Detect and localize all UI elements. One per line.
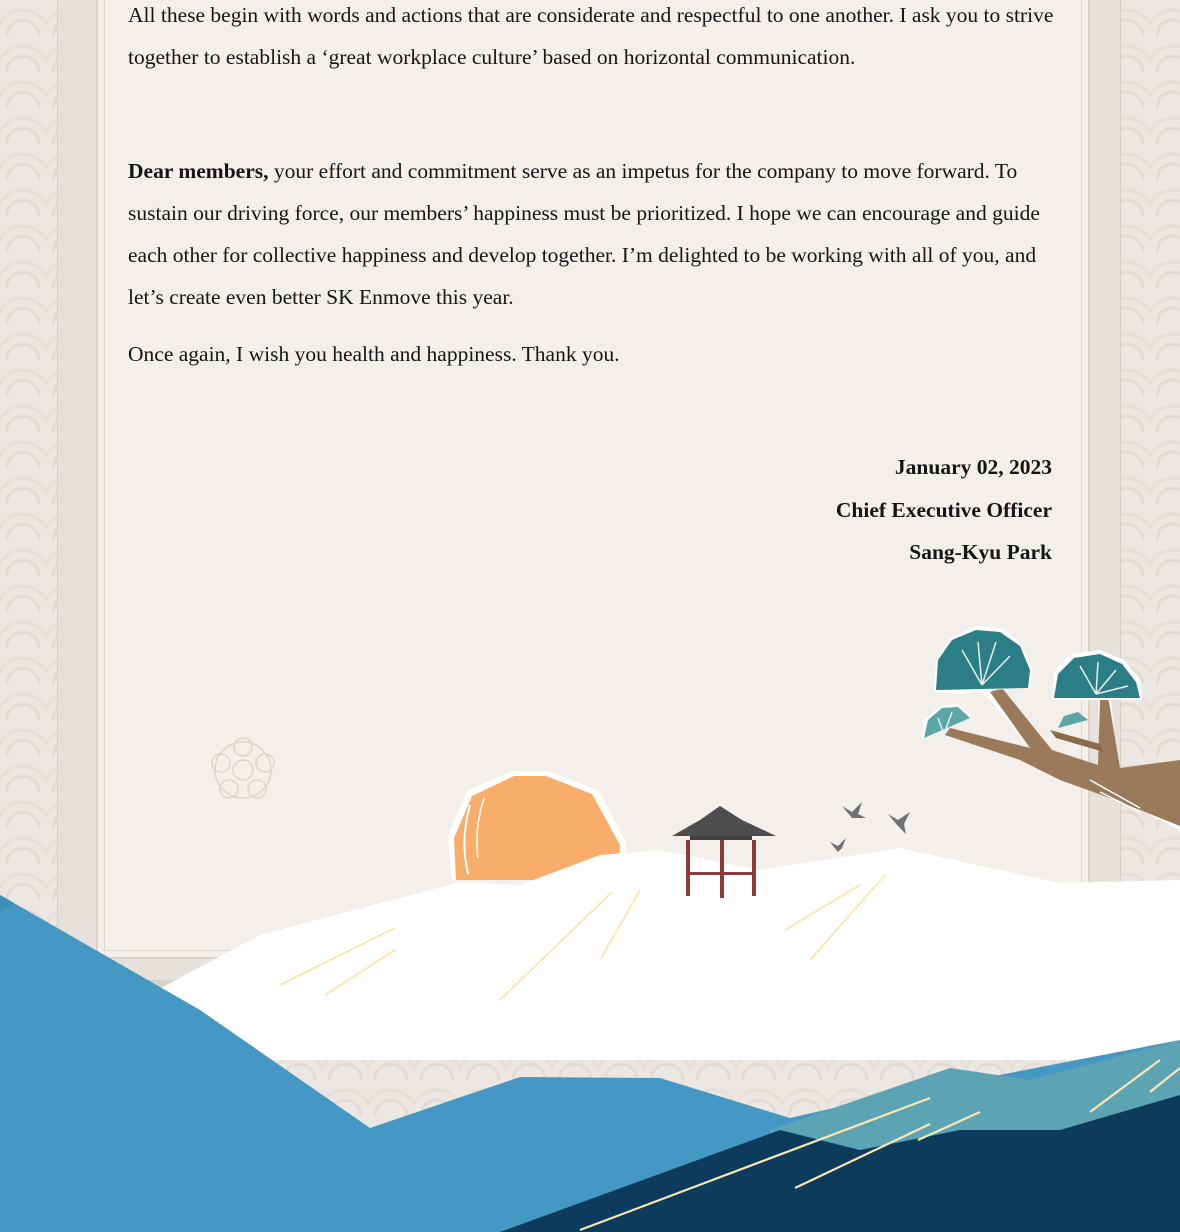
- dear-members-body: your effort and commitment serve as an impetus for the company to move forward. To sustain our driving force, our members’ happiness must be prioritized. I hope we can encourage and guide each other for collective happiness and develop together. I’m delighted to be working with all of you, and let’s create even better SK Enmove this year.: [128, 159, 1040, 309]
- signature-name: Sang-Kyu Park: [909, 540, 1052, 564]
- flower-emblem-icon: [212, 738, 274, 798]
- dear-members-lead: Dear members,: [128, 159, 269, 183]
- pine-tree-icon: [922, 626, 1180, 830]
- snow-ridge: [120, 848, 1180, 1060]
- signature-title: Chief Executive Officer: [835, 497, 1052, 522]
- paragraph-closing: Once again, I wish you health and happiness. Thank you.: [128, 342, 620, 366]
- signature-date: January 02, 2023: [894, 455, 1052, 479]
- birds-icon: [830, 802, 910, 852]
- paragraph-workplace-culture: All these begin with words and actions that are considerate and respectful to one another. I ask you to strive together to establish a ‘great workplace culture’ based on horizontal communication.: [128, 3, 1054, 69]
